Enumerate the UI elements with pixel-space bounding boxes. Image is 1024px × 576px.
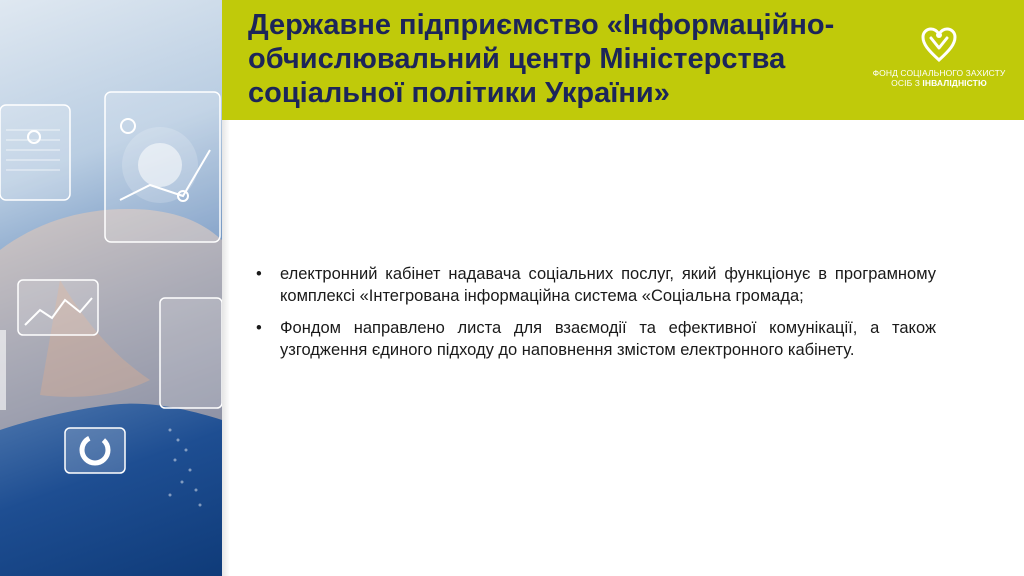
bullet-text: електронний кабінет надавача соціальних послуг, який функціонує в програмному комплексі «Інтегрована інформаційна система «Соціальна громада; (280, 265, 936, 305)
fund-logo-line2-bold: ІНВАЛІДНІСТЮ (922, 78, 987, 88)
fund-logo-text (864, 68, 1014, 88)
decorative-tech-hand-image (0, 0, 222, 576)
bullet-text: Фондом направлено листа для взаємодії та ефективної комунікації, а також узгодження єдиного підходу до наповнення змістом електронного кабінету. (280, 319, 936, 359)
fund-logo-line1: ФОНД СОЦІАЛЬНОГО ЗАХИСТУ (872, 68, 1006, 78)
list-item (256, 263, 936, 307)
slide-title: Державне підприємство «Інформаційно-обчислювальний центр Міністерства соціальної політики України» (248, 9, 835, 109)
bullet-list (256, 263, 936, 371)
list-item (256, 317, 936, 361)
bullet-icon: • (256, 265, 262, 283)
tech-hand-illustration (0, 0, 222, 576)
fund-logo-icon (920, 24, 958, 62)
fund-logo-line2-prefix: ОСІБ З (891, 78, 923, 88)
fund-logo (864, 24, 1014, 96)
bullet-icon: • (256, 319, 262, 337)
